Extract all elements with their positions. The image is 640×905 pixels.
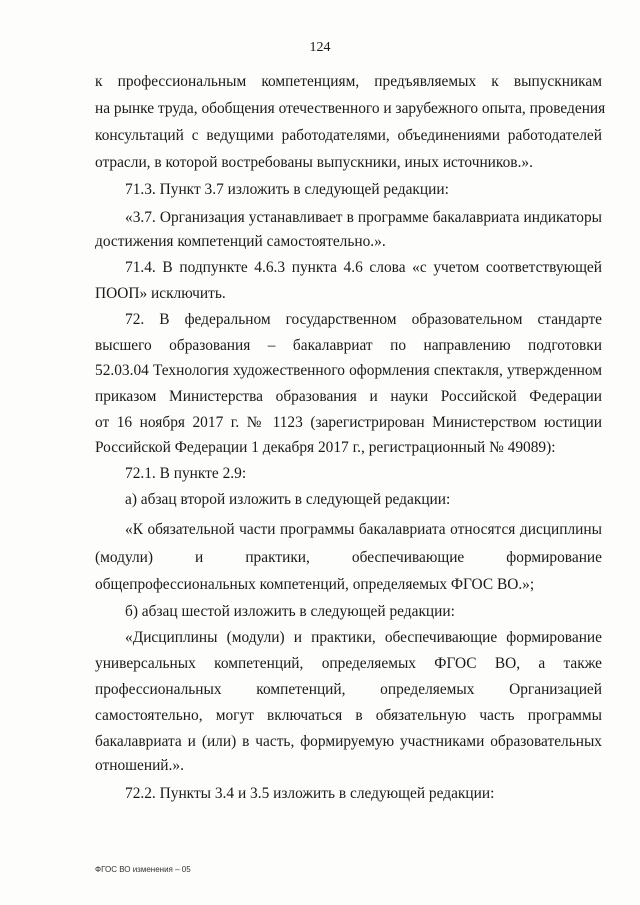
text-line: 72.1. В пункте 2.9: bbox=[125, 465, 247, 482]
text-line: б) абзац шестой изложить в следующей редакции: bbox=[125, 603, 455, 620]
text-line: к профессиональным компетенциям, предъявляемых к выпускникам bbox=[95, 73, 602, 90]
text-line: бакалавриата и (или) в часть, формируемую участниками образовательных bbox=[95, 733, 602, 750]
text-line: 72. В федеральном государственном образовательном стандарте bbox=[125, 311, 602, 328]
text-line: «3.7. Организация устанавливает в программе бакалавриата индикаторы bbox=[125, 209, 602, 226]
text-line: ПООП» исключить. bbox=[95, 285, 226, 302]
text-line: консультаций с ведущими работодателями, объединениями работодателей bbox=[95, 127, 602, 144]
page-number: 124 bbox=[309, 40, 331, 55]
text-line: отрасли, в которой востребованы выпускники, иных источников.». bbox=[95, 154, 533, 171]
text-line: 72.2. Пункты 3.4 и 3.5 изложить в следующей редакции: bbox=[125, 785, 495, 802]
text-line: общепрофессиональных компетенций, определяемых ФГОС ВО.»; bbox=[95, 576, 535, 593]
text-line: отношений.». bbox=[95, 757, 184, 774]
text-line: достижения компетенций самостоятельно.». bbox=[95, 233, 386, 250]
text-line: приказом Министерства образования и науки Российской Федерации bbox=[95, 388, 602, 405]
text-line: (модули) и практики, обеспечивающие формирование bbox=[95, 549, 602, 566]
footer-label: ФГОС ВО изменения – 05 bbox=[95, 865, 191, 874]
text-line: Российской Федерации 1 декабря 2017 г., регистрационный № 49089): bbox=[95, 439, 556, 456]
text-line: от 16 ноября 2017 г. № 1123 (зарегистрирован Министерством юстиции bbox=[95, 414, 602, 431]
text-line: самостоятельно, могут включаться в обязательную часть программы bbox=[95, 707, 602, 724]
text-line: «К обязательной части программы бакалавриата относятся дисциплины bbox=[125, 521, 602, 538]
text-line: профессиональных компетенций, определяемых Организацией bbox=[95, 681, 602, 698]
text-line: 71.3. Пункт 3.7 изложить в следующей редакции: bbox=[125, 181, 449, 198]
text-line: 71.4. В подпункте 4.6.3 пункта 4.6 слова «с учетом соответствующей bbox=[125, 259, 602, 276]
text-line: высшего образования – бакалавриат по направлению подготовки bbox=[95, 337, 602, 354]
text-line: 52.03.04 Технология художественного оформления спектакля, утвержденном bbox=[95, 362, 602, 379]
text-line: «Дисциплины (модули) и практики, обеспечивающие формирование bbox=[125, 629, 602, 646]
text-line: универсальных компетенций, определяемых ФГОС ВО, а также bbox=[95, 655, 602, 672]
text-line: на рынке труда, обобщения отечественного и зарубежного опыта, проведения bbox=[95, 100, 606, 117]
text-line: а) абзац второй изложить в следующей редакции: bbox=[125, 491, 451, 508]
